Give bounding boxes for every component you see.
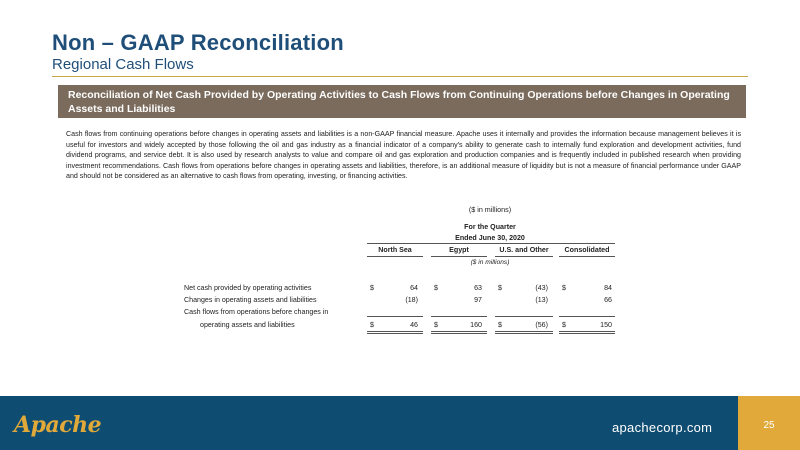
column-underline-2 — [431, 256, 487, 257]
period-header-line2: Ended June 30, 2020 — [455, 234, 525, 242]
cell-cash-flows-us-other: (56) — [535, 321, 548, 329]
column-underline-4 — [559, 256, 615, 257]
cell-net-cash-north-sea: 64 — [410, 284, 418, 292]
currency-symbol: $ — [562, 321, 566, 329]
cell-cash-flows-north-sea: 46 — [410, 321, 418, 329]
page-subtitle: Regional Cash Flows — [52, 56, 194, 73]
row-label-changes: Changes in operating assets and liabilities — [184, 296, 317, 304]
total-rule-2a — [431, 331, 487, 332]
period-header-line1: For the Quarter — [464, 223, 516, 231]
currency-symbol: $ — [370, 321, 374, 329]
currency-symbol: $ — [434, 284, 438, 292]
subtotal-rule-2 — [431, 316, 487, 317]
footer-website: apachecorp.com — [612, 420, 713, 435]
currency-symbol: $ — [434, 321, 438, 329]
total-rule-4b — [559, 333, 615, 334]
subtotal-rule-1 — [367, 316, 423, 317]
cell-cash-flows-consolidated: 150 — [600, 321, 612, 329]
column-underline-3 — [495, 256, 553, 257]
total-rule-4a — [559, 331, 615, 332]
total-rule-2b — [431, 333, 487, 334]
cell-changes-consolidated: 66 — [604, 296, 612, 304]
cell-net-cash-us-other: (43) — [535, 284, 548, 292]
row-label-net-cash: Net cash provided by operating activities — [184, 284, 312, 292]
period-underline — [367, 243, 615, 244]
row-label-cash-flows-line2: operating assets and liabilities — [200, 321, 295, 329]
cell-cash-flows-egypt: 160 — [470, 321, 482, 329]
cell-changes-egypt: 97 — [474, 296, 482, 304]
column-underline-1 — [367, 256, 423, 257]
page-title: Non – GAAP Reconciliation — [52, 30, 344, 55]
section-banner: Reconciliation of Net Cash Provided by Operating Activities to Cash Flows from Continuing Operations before Changes in Operating Assets and Liabilities — [58, 85, 746, 118]
cell-changes-north-sea: (18) — [405, 296, 418, 304]
units-label-top: ($ in millions) — [468, 205, 512, 214]
column-header-egypt: Egypt — [449, 246, 469, 254]
total-rule-3a — [495, 331, 553, 332]
total-rule-1b — [367, 333, 423, 334]
subtotal-rule-3 — [495, 316, 553, 317]
page-number: 25 — [763, 420, 775, 431]
column-header-north-sea: North Sea — [378, 246, 412, 254]
column-header-consolidated: Consolidated — [564, 246, 610, 254]
cell-net-cash-consolidated: 84 — [604, 284, 612, 292]
total-rule-3b — [495, 333, 553, 334]
subtotal-rule-4 — [559, 316, 615, 317]
description-paragraph: Cash flows from continuing operations before changes in operating assets and liabilities is a non-GAAP financial measure. Apache uses it internally and provides the information because management believes it is useful for investors and widely accepted by those following the oil and gas industry as a financial indicator of a company's ability to generate cash to internally fund exploration and development activities, fund dividend programs, and service debt. It is also used by research analysts to value and compare oil and gas exploration and production companies and is frequently included in published research when providing investment recommendations. Cash flows from operations before changes in operating assets and liabilities, therefore, is an additional measure of liquidity but is not a measure of financial performance under GAAP and should not be considered as an alternative to cash flows from operating, investing, or financing activities. — [66, 130, 741, 181]
row-label-cash-flows-line1: Cash flows from operations before changes in — [184, 308, 329, 316]
currency-symbol: $ — [498, 321, 502, 329]
units-label-sub: ($ in millions) — [470, 259, 510, 266]
apache-logo: Apache — [14, 412, 102, 438]
cell-changes-us-other: (13) — [535, 296, 548, 304]
currency-symbol: $ — [562, 284, 566, 292]
total-rule-1a — [367, 331, 423, 332]
column-header-us-and-other: U.S. and Other — [499, 246, 549, 254]
currency-symbol: $ — [370, 284, 374, 292]
currency-symbol: $ — [498, 284, 502, 292]
cell-net-cash-egypt: 63 — [474, 284, 482, 292]
